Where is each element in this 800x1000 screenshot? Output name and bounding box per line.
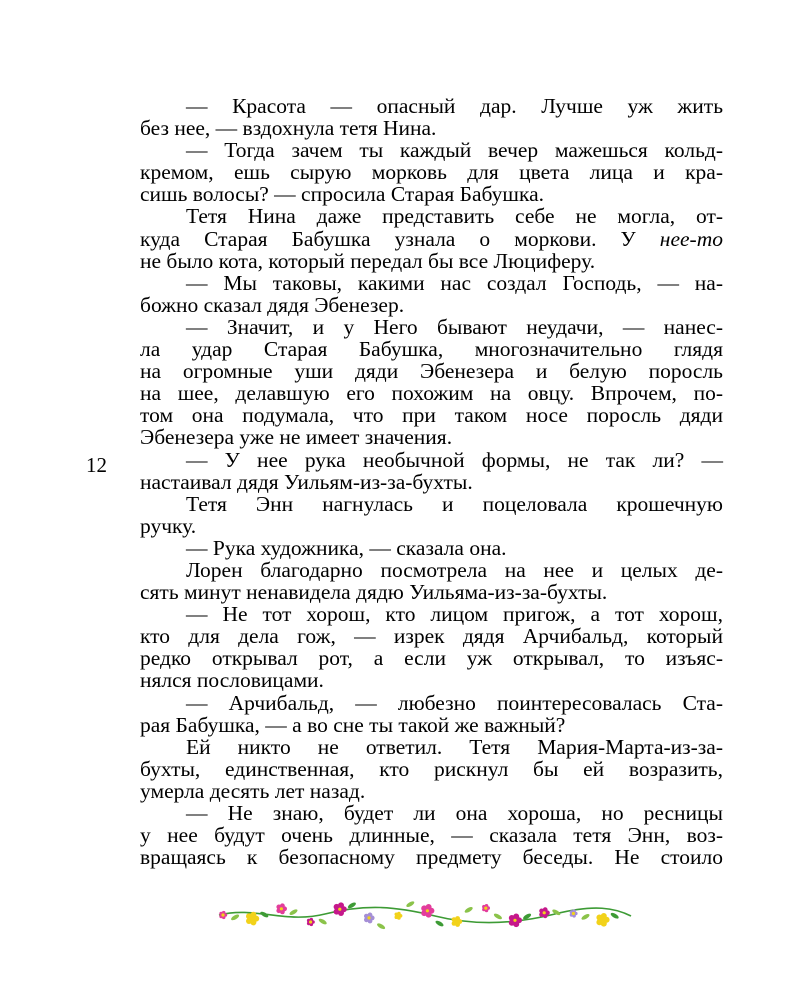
- text-run: куда Старая Бабушка узнала о моркови. У: [140, 226, 660, 251]
- text-run: — Тогда зачем ты каждый вечер мажешься кольд-: [186, 138, 723, 163]
- text-run: Лорен благодарно посмотрела на нее и целых де-: [186, 557, 723, 582]
- text-line: [140, 183, 723, 205]
- text-line: [140, 736, 723, 758]
- leaf-icon: [464, 906, 474, 914]
- text-run: сять минут ненавидела дядю Уильяма-из-за-бухты.: [140, 580, 608, 605]
- leaf-icon: [318, 918, 328, 926]
- page-number: 12: [86, 453, 107, 477]
- text-line: [140, 294, 723, 316]
- flower-icon: [509, 914, 522, 928]
- text-line: [140, 758, 723, 780]
- text-run: кто для дела гож, — изрек дядя Арчибальд, который: [140, 624, 723, 649]
- text-line: [140, 272, 723, 294]
- text-run: редко открывал рот, а если уж открывал, то изъяс-: [140, 646, 723, 671]
- text-run: настаивал дядя Уильям-из-за-бухты.: [140, 469, 473, 494]
- flower-icon: [482, 904, 490, 912]
- text-run: — Значит, и у Него бывают неудачи, — нанес-: [186, 314, 723, 339]
- text-run: без нее, — вздохнула тетя Нина.: [140, 116, 437, 141]
- text-line: [140, 471, 723, 493]
- text-run: на шее, делавшую его похожим на овцу. Впрочем, по-: [140, 381, 723, 406]
- flower-icon: [539, 907, 550, 918]
- text-line: [140, 139, 723, 161]
- text-run: вращаясь к безопасному предмету беседы. Не стоило: [140, 845, 723, 870]
- text-line: [140, 493, 723, 515]
- leaf-icon: [230, 913, 240, 921]
- leaf-icon: [493, 912, 503, 920]
- flower-icon: [395, 912, 403, 920]
- text-run: Эбенезера уже не имеет значения.: [140, 425, 453, 450]
- text-line: [140, 382, 723, 404]
- flower-icon: [307, 918, 315, 926]
- text-run: сишь волосы? — спросила Старая Бабушка.: [140, 182, 544, 207]
- text-line: [140, 404, 723, 426]
- text-run: — У нее рука необычной формы, не так ли? —: [186, 447, 723, 472]
- text-line: [140, 537, 723, 559]
- text-run: нялся пословицами.: [140, 668, 324, 693]
- text-run: — Мы таковы, какими нас создал Господь, — на-: [186, 270, 723, 295]
- text-run: умерла десять лет назад.: [140, 778, 366, 803]
- text-line: [140, 846, 723, 868]
- leaf-icon: [610, 912, 620, 920]
- leaf-icon: [376, 922, 386, 930]
- text-line: [140, 581, 723, 603]
- text-run: ла удар Старая Бабушка, многозначительно глядя: [140, 337, 723, 362]
- text-line: [140, 692, 723, 714]
- text-run: божно сказал дядя Эбенезер.: [140, 292, 405, 317]
- text-line: [140, 647, 723, 669]
- text-run: кремом, ешь сырую морковь для цвета лица и кра-: [140, 160, 723, 185]
- text-line: [140, 426, 723, 448]
- leaf-icon: [289, 908, 299, 916]
- text-line: [140, 515, 723, 537]
- text-run: у нее будут очень длинные, — сказала тетя Энн, воз-: [140, 823, 723, 848]
- text-line: [140, 95, 723, 117]
- flower-icon: [596, 913, 609, 927]
- text-line: [140, 117, 723, 139]
- text-run: том она подумала, что при таком носе поросль дяди: [140, 403, 723, 428]
- text-line: [140, 250, 723, 272]
- text-run: не было кота, который передал бы все Люциферу.: [140, 248, 596, 273]
- text-run: — Арчибальд, — любезно поинтересовалась Ста-: [186, 690, 723, 715]
- flower-icon: [452, 916, 463, 927]
- text-line: [140, 802, 723, 824]
- text-line: [140, 625, 723, 647]
- text-run: ручку.: [140, 513, 197, 538]
- text-line: [140, 824, 723, 846]
- text-line: [140, 780, 723, 802]
- floral-border-ornament: [215, 898, 635, 932]
- flower-icon: [334, 902, 347, 916]
- text-line: [140, 228, 723, 250]
- text-line: [140, 714, 723, 736]
- flower-icon: [219, 911, 227, 919]
- text-run: — Не знаю, будет ли она хороша, но ресницы: [186, 801, 723, 825]
- text-run: — Не тот хорош, кто лицом пригож, а тот хорош,: [186, 602, 723, 627]
- text-run: Ей никто не ответил. Тетя Мария-Марта-из-за-: [186, 734, 723, 759]
- text-run: на огромные уши дяди Эбенезера и белую поросль: [140, 359, 723, 384]
- text-line: [140, 205, 723, 227]
- text-line: [140, 360, 723, 382]
- text-line: [140, 559, 723, 581]
- text-line: [140, 669, 723, 691]
- text-line: [140, 338, 723, 360]
- text-line: [140, 161, 723, 183]
- text-run: — Рука художника, — сказала она.: [186, 535, 507, 560]
- leaf-icon: [581, 913, 591, 921]
- text-run: — Красота — опасный дар. Лучше уж жить: [186, 94, 723, 118]
- text-run: Тетя Нина даже представить себе не могла, от-: [186, 204, 723, 229]
- text-run: рая Бабушка, — а во сне ты такой же важный?: [140, 712, 566, 737]
- flower-icon: [364, 913, 375, 924]
- flower-icon: [276, 903, 287, 914]
- text-run: Тетя Энн нагнулась и поцеловала крошечную: [186, 491, 723, 516]
- text-line: [140, 603, 723, 625]
- text-line: [140, 316, 723, 338]
- text-line: [140, 449, 723, 471]
- text-run: бухты, единственная, кто рискнул бы ей возразить,: [140, 756, 723, 781]
- body-text: [140, 95, 723, 868]
- italic-emphasis: нее-то: [659, 226, 723, 251]
- leaf-icon: [405, 900, 415, 908]
- leaf-icon: [435, 920, 445, 928]
- flower-icon: [570, 909, 578, 917]
